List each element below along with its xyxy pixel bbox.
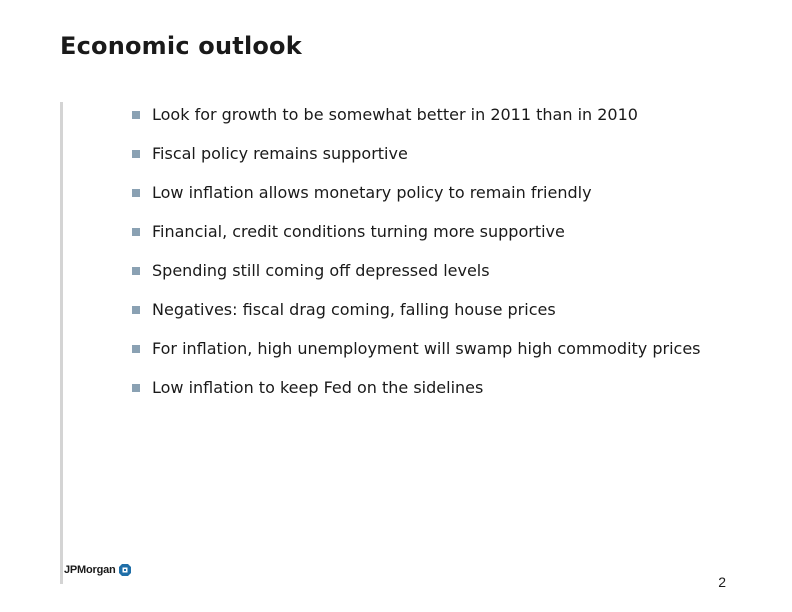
- square-bullet-icon: [132, 384, 140, 392]
- square-bullet-icon: [132, 189, 140, 197]
- list-item: [132, 368, 701, 407]
- square-bullet-icon: [132, 345, 140, 353]
- bullet-text: Financial, credit conditions turning more supportive: [152, 222, 565, 241]
- list-item: [132, 134, 701, 173]
- jpmorgan-logo-mark-icon: [119, 564, 131, 576]
- bullet-text: Negatives: fiscal drag coming, falling house prices: [152, 300, 556, 319]
- list-item: [132, 329, 701, 368]
- list-item: [132, 95, 701, 134]
- bullet-list: [132, 95, 701, 407]
- bullet-text: Look for growth to be somewhat better in 2011 than in 2010: [152, 105, 638, 124]
- logo-text: JPMorgan: [64, 564, 116, 576]
- list-item: [132, 173, 701, 212]
- page-title: Economic outlook: [60, 32, 302, 60]
- square-bullet-icon: [132, 306, 140, 314]
- square-bullet-icon: [132, 150, 140, 158]
- list-item: [132, 212, 701, 251]
- list-item: [132, 251, 701, 290]
- square-bullet-icon: [132, 267, 140, 275]
- bullet-text: Fiscal policy remains supportive: [152, 144, 408, 163]
- bullet-text: For inflation, high unemployment will swamp high commodity prices: [152, 339, 701, 358]
- square-bullet-icon: [132, 111, 140, 119]
- bullet-text: Low inflation allows monetary policy to remain friendly: [152, 183, 592, 202]
- jpmorgan-logo: [64, 564, 131, 576]
- bullet-text: Spending still coming off depressed levels: [152, 261, 490, 280]
- list-item: [132, 290, 701, 329]
- left-divider: [60, 102, 63, 584]
- square-bullet-icon: [132, 228, 140, 236]
- page-number: 2: [718, 574, 726, 590]
- bullet-text: Low inflation to keep Fed on the sidelines: [152, 378, 484, 397]
